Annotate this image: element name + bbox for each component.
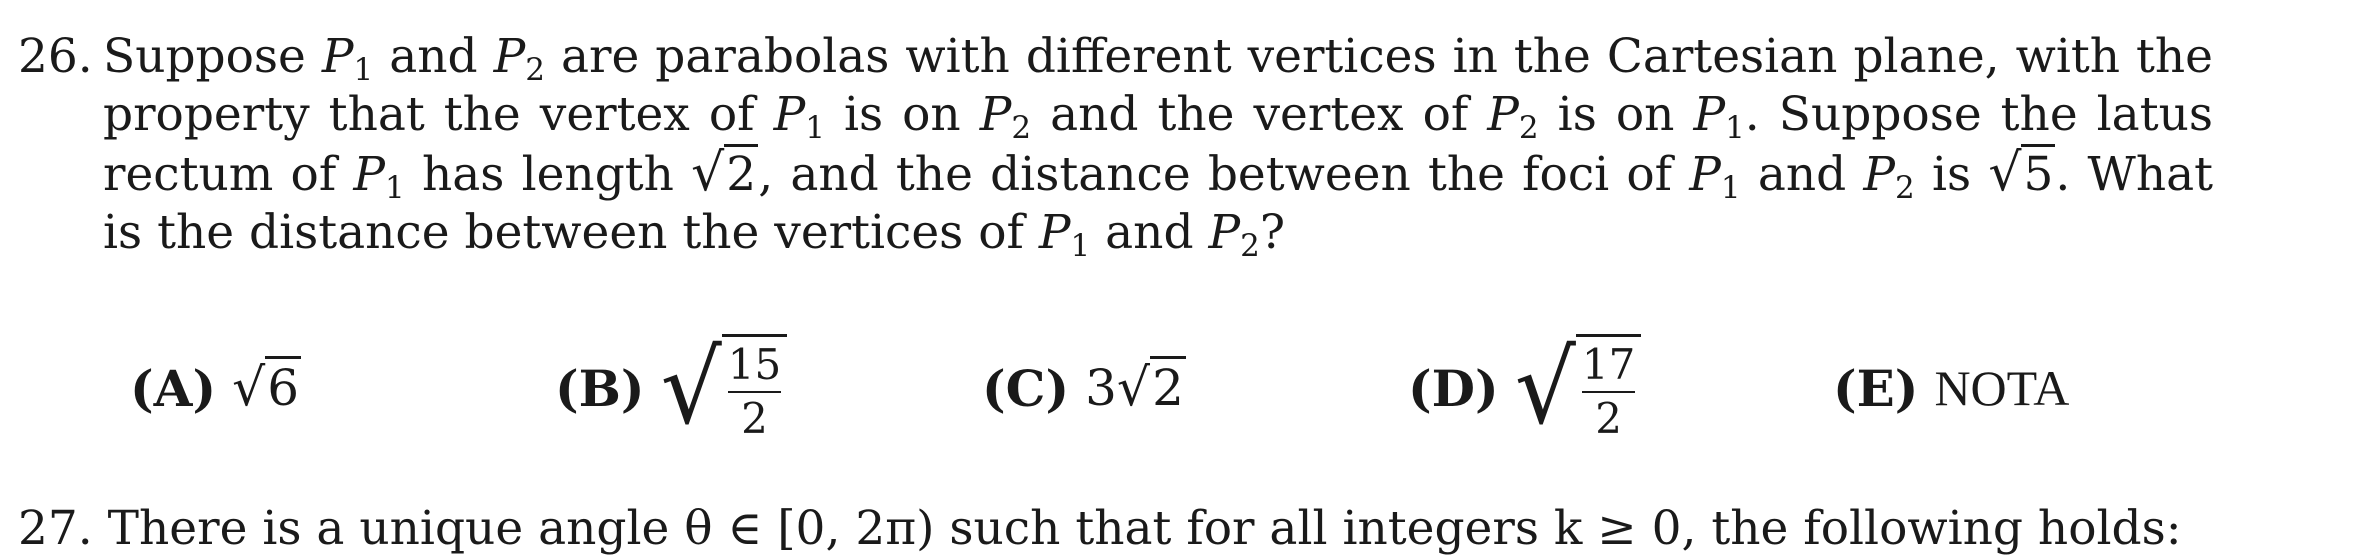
stem-text: has length: [404, 147, 692, 202]
stem-text: is: [1914, 147, 1989, 202]
choice-d[interactable]: [1408, 328, 1641, 448]
problem-number: 26.: [18, 29, 93, 84]
parabola-symbol: P: [321, 29, 354, 84]
sqrt-6: [232, 358, 301, 418]
subscript: 1: [1070, 228, 1091, 264]
numerator: 15: [727, 339, 782, 389]
problem-stem: [103, 28, 2213, 262]
sqrt-fraction: [1514, 329, 1642, 447]
fraction: [1576, 334, 1641, 443]
parabola-symbol: P: [1863, 147, 1896, 202]
radical-sign: √: [660, 329, 722, 447]
choice-label: (C): [982, 358, 1070, 418]
choice-e[interactable]: [1833, 328, 2069, 448]
subscript: 2: [1240, 228, 1260, 264]
stem-text: , and the distance between the foci of: [758, 147, 1690, 202]
next-problem-cutoff: 27. There is a unique angle θ ∈ [0, 2π) such that for all integers k ≥ 0, the following holds:: [18, 501, 2182, 556]
parabola-symbol: P: [353, 147, 386, 202]
radicand: 5: [2021, 144, 2055, 202]
stem-text: and the vertex of: [1031, 87, 1488, 142]
parabola-symbol: P: [1689, 147, 1721, 202]
sqrt-5: [1988, 143, 2055, 203]
choice-label: (B): [555, 358, 645, 418]
radical-sign: √: [691, 143, 725, 203]
radical-sign: √: [1514, 329, 1576, 447]
radical-sign: √: [232, 358, 266, 418]
subscript: 1: [1725, 110, 1745, 146]
radicand: 2: [1150, 356, 1186, 417]
parabola-symbol: P: [1487, 87, 1519, 142]
parabola-symbol: P: [979, 87, 1012, 142]
denominator: 2: [1595, 393, 1622, 443]
denominator: 2: [741, 393, 768, 443]
stem-text: . Suppose the latus rectum of: [103, 87, 2213, 202]
problem-26: [18, 28, 2218, 262]
choice-label: (D): [1408, 358, 1499, 418]
choice-label: (E): [1833, 358, 1919, 418]
choice-text: NOTA: [1934, 360, 2070, 416]
sqrt-fraction: [660, 329, 788, 447]
fraction-bar: [728, 391, 781, 393]
parabola-symbol: P: [1038, 205, 1071, 260]
subscript: 1: [353, 52, 374, 88]
stem-text: are parabolas with different vertices in the Cartesian plane, with the property that the vertex of: [103, 29, 2214, 142]
subscript: 2: [1895, 170, 1915, 206]
parabola-symbol: P: [773, 87, 806, 142]
parabola-symbol: P: [1693, 87, 1726, 142]
choice-a[interactable]: [130, 328, 301, 448]
parabola-symbol: P: [493, 29, 526, 84]
answer-choices: [0, 328, 2369, 448]
sqrt-2: [1117, 358, 1186, 418]
subscript: 2: [1518, 110, 1539, 146]
stem-text: ?: [1259, 205, 1286, 260]
subscript: 1: [385, 170, 405, 206]
choice-c[interactable]: [982, 328, 1186, 448]
stem-text: . What is the distance between the vertices of: [103, 147, 2214, 260]
numerator: 17: [1581, 339, 1636, 389]
subscript: 1: [805, 110, 825, 146]
radical-sign: √: [1988, 143, 2022, 203]
stem-text: Suppose: [103, 29, 322, 84]
subscript: 2: [1011, 110, 1032, 146]
stem-text: and: [1090, 205, 1209, 260]
radicand: 2: [724, 144, 758, 202]
radicand: 6: [265, 356, 301, 417]
stem-text: is on: [1538, 87, 1694, 142]
radical-sign: √: [1116, 358, 1151, 418]
stem-text: and: [373, 29, 494, 84]
parabola-symbol: P: [1208, 205, 1241, 260]
stem-text: is on: [824, 87, 980, 142]
choice-b[interactable]: [555, 328, 787, 448]
sqrt-2: [691, 143, 758, 203]
choice-label: (A): [130, 358, 217, 418]
subscript: 1: [1720, 170, 1741, 206]
coefficient: 3: [1085, 359, 1117, 417]
fraction: [722, 334, 787, 443]
subscript: 2: [525, 52, 545, 88]
fraction-bar: [1582, 391, 1635, 393]
stem-text: and: [1740, 147, 1864, 202]
